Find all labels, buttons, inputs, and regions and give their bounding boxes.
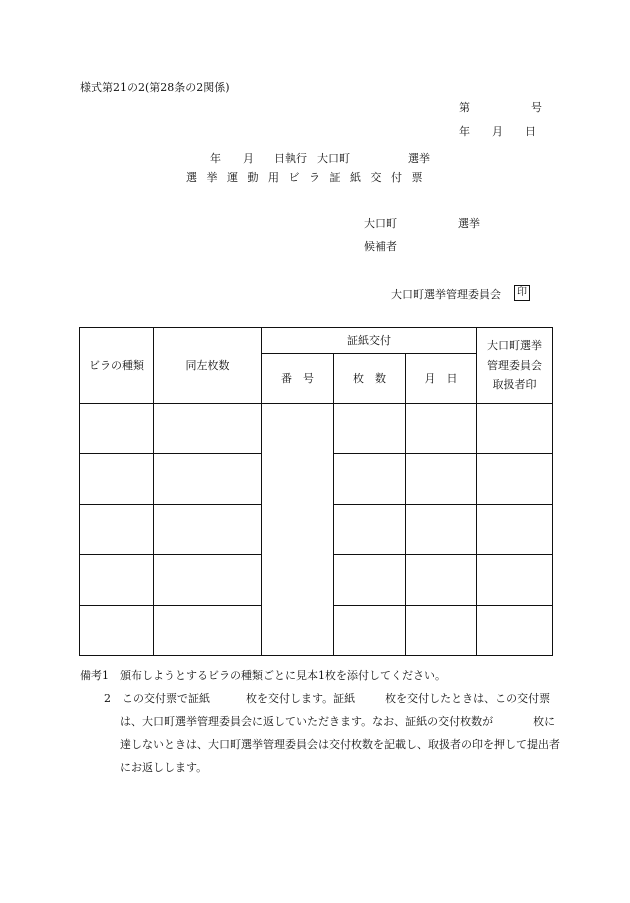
header-date: 月 日 (406, 354, 477, 404)
cell-type[interactable] (80, 606, 154, 656)
cell-date[interactable] (406, 404, 477, 454)
remark-1: 備考1 頒布しようとするビラの種類ごとに見本1枚を添付してください。 (80, 669, 446, 682)
remark-2-part-d: 枚に達しないときは、大口町選挙管理委員会は交付枚数を記載し、取扱者の印を押して提出者にお返しします。 (120, 715, 560, 774)
election-day-label: 日執行 (274, 152, 307, 165)
applicant-election: 選挙 (458, 217, 480, 230)
cell-sheets[interactable] (334, 454, 406, 505)
cell-type[interactable] (80, 454, 154, 505)
handler-line-1: 大口町選挙 (487, 338, 542, 352)
election-line (210, 153, 430, 164)
number-suffix: 号 (531, 101, 542, 114)
cell-sheets[interactable] (334, 606, 406, 656)
cell-count[interactable] (154, 606, 262, 656)
handler-line-3: 取扱者印 (492, 378, 537, 392)
cell-handler[interactable] (477, 404, 553, 454)
issue-date (459, 126, 536, 137)
election-type-label: 選挙 (408, 152, 430, 165)
cell-date[interactable] (406, 606, 477, 656)
cell-count[interactable] (154, 555, 262, 606)
committee-name: 大口町選挙管理委員会 (391, 288, 501, 301)
cell-handler[interactable] (477, 454, 553, 505)
remarks (80, 664, 560, 779)
header-count: 同左枚数 (154, 328, 262, 404)
election-month-label: 月 (243, 152, 254, 165)
cell-count[interactable] (154, 454, 262, 505)
document-title: 選挙運動用ビラ証紙交付票 (186, 171, 432, 184)
cell-count[interactable] (154, 404, 262, 454)
applicant-town: 大口町 (364, 217, 397, 230)
cell-date[interactable] (406, 555, 477, 606)
cell-sheets[interactable] (334, 404, 406, 454)
header-stamp-issue: 証紙交付 (262, 328, 477, 354)
remark-2-part-a: 2 この交付票で証紙 (104, 692, 210, 705)
header-handler (477, 328, 553, 404)
cell-handler[interactable] (477, 555, 553, 606)
number-prefix: 第 (459, 101, 470, 114)
cell-type[interactable] (80, 505, 154, 555)
cell-number-merged[interactable] (262, 404, 334, 656)
cell-sheets[interactable] (334, 505, 406, 555)
issue-month-label: 月 (492, 125, 503, 138)
remark-2-part-b: 枚を交付します。証紙 (246, 692, 356, 705)
cell-type[interactable] (80, 555, 154, 606)
election-year-label: 年 (210, 152, 221, 165)
cell-date[interactable] (406, 505, 477, 555)
header-type: ビラの種類 (80, 328, 154, 404)
header-sheets: 枚 数 (334, 354, 406, 404)
issue-year-label: 年 (459, 125, 470, 138)
cell-sheets[interactable] (334, 555, 406, 606)
cell-date[interactable] (406, 454, 477, 505)
candidate-label: 候補者 (364, 240, 397, 253)
cell-handler[interactable] (477, 606, 553, 656)
remark-2-part-c: 枚を交付したときは、この交付票は、大口町選挙管理委員会に返していただきます。なお、証紙の交付枚数が (120, 692, 551, 728)
handler-line-2: 管理委員会 (487, 358, 542, 372)
cell-handler[interactable] (477, 505, 553, 555)
cell-count[interactable] (154, 505, 262, 555)
header-number: 番 号 (262, 354, 334, 404)
remark-2 (80, 687, 560, 779)
certificate-table (79, 327, 553, 656)
election-town-label: 大口町 (317, 152, 350, 165)
seal-mark: 印 (514, 285, 530, 301)
issue-day-label: 日 (525, 125, 536, 138)
cell-type[interactable] (80, 404, 154, 454)
form-number: 様式第21の2(第28条の2関係) (80, 81, 230, 94)
